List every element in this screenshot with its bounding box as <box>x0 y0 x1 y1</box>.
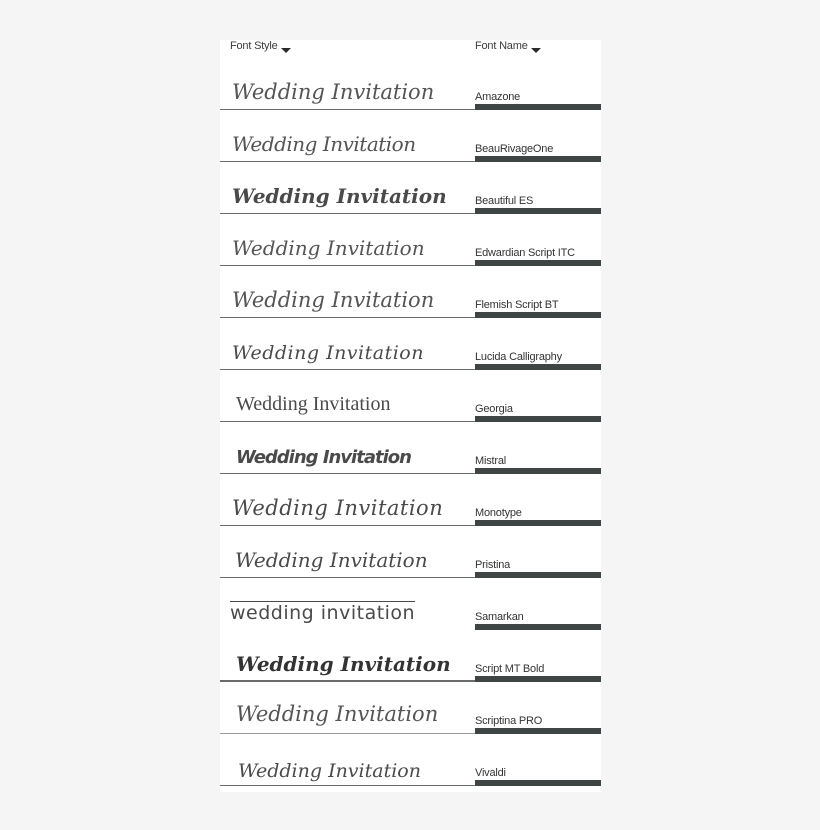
font-name-bar <box>475 780 601 786</box>
sort-down-caret-icon[interactable] <box>281 48 291 53</box>
font-row-samarkan[interactable] <box>220 578 601 630</box>
font-name: Edwardian Script ITC <box>475 247 575 259</box>
font-row-amazone[interactable] <box>220 58 601 110</box>
font-style-header-label: Font Style <box>230 40 278 52</box>
font-name: Amazone <box>475 91 521 103</box>
font-sample: Wedding Invitation <box>236 652 451 676</box>
font-row-flemish-script-bt[interactable] <box>220 266 601 318</box>
font-name-column-header[interactable] <box>475 40 541 53</box>
font-name-header-label: Font Name <box>475 40 528 52</box>
font-sample: Wedding Invitation <box>232 236 425 260</box>
font-row-beautiful-es[interactable] <box>220 162 601 214</box>
font-name: Samarkan <box>475 611 524 623</box>
font-name: Flemish Script BT <box>475 299 559 311</box>
font-row-mistral[interactable] <box>220 422 601 474</box>
font-sample: wedding invitation <box>230 602 416 624</box>
font-sample: Wedding Invitation <box>236 393 391 415</box>
font-row-script-mt-bold[interactable] <box>220 630 601 682</box>
row-divider <box>220 785 475 786</box>
font-row-edwardian-script-itc[interactable] <box>220 214 601 266</box>
font-sample: Wedding Invitation <box>236 702 439 726</box>
font-name: Georgia <box>475 403 513 415</box>
font-name: Vivaldi <box>475 767 506 779</box>
font-row-georgia[interactable] <box>220 370 601 422</box>
font-sample: Wedding Invitation <box>232 132 416 156</box>
font-name: Monotype <box>475 507 522 519</box>
font-name: BeauRivageOne <box>475 143 554 155</box>
font-sample: Wedding Invitation <box>232 342 424 364</box>
font-name: Mistral <box>475 455 506 467</box>
font-sample: Wedding Invitation <box>232 184 447 208</box>
font-sample: Wedding Invitation <box>236 447 411 468</box>
font-name: Pristina <box>475 559 511 571</box>
font-row-scriptina-pro[interactable] <box>220 682 601 734</box>
font-style-column-header[interactable] <box>230 40 291 53</box>
font-row-vivaldi[interactable] <box>220 734 601 786</box>
font-sample: Wedding Invitation <box>232 80 435 104</box>
font-sample: Wedding Invitation <box>232 288 435 312</box>
font-row-beaurivageone[interactable] <box>220 110 601 162</box>
sort-down-caret-icon[interactable] <box>531 48 541 53</box>
font-sample: Wedding Invitation <box>232 496 444 520</box>
font-row-monotype[interactable] <box>220 474 601 526</box>
font-name: Beautiful ES <box>475 195 534 207</box>
font-sample: Wedding Invitation <box>238 760 421 782</box>
font-name: Lucida Calligraphy <box>475 351 562 363</box>
font-row-pristina[interactable] <box>220 526 601 578</box>
font-list-panel <box>220 40 601 792</box>
font-name: Scriptina PRO <box>475 715 543 727</box>
font-sample: Wedding Invitation <box>235 548 428 572</box>
font-name: Script MT Bold <box>475 663 545 675</box>
font-row-lucida-calligraphy[interactable] <box>220 318 601 370</box>
